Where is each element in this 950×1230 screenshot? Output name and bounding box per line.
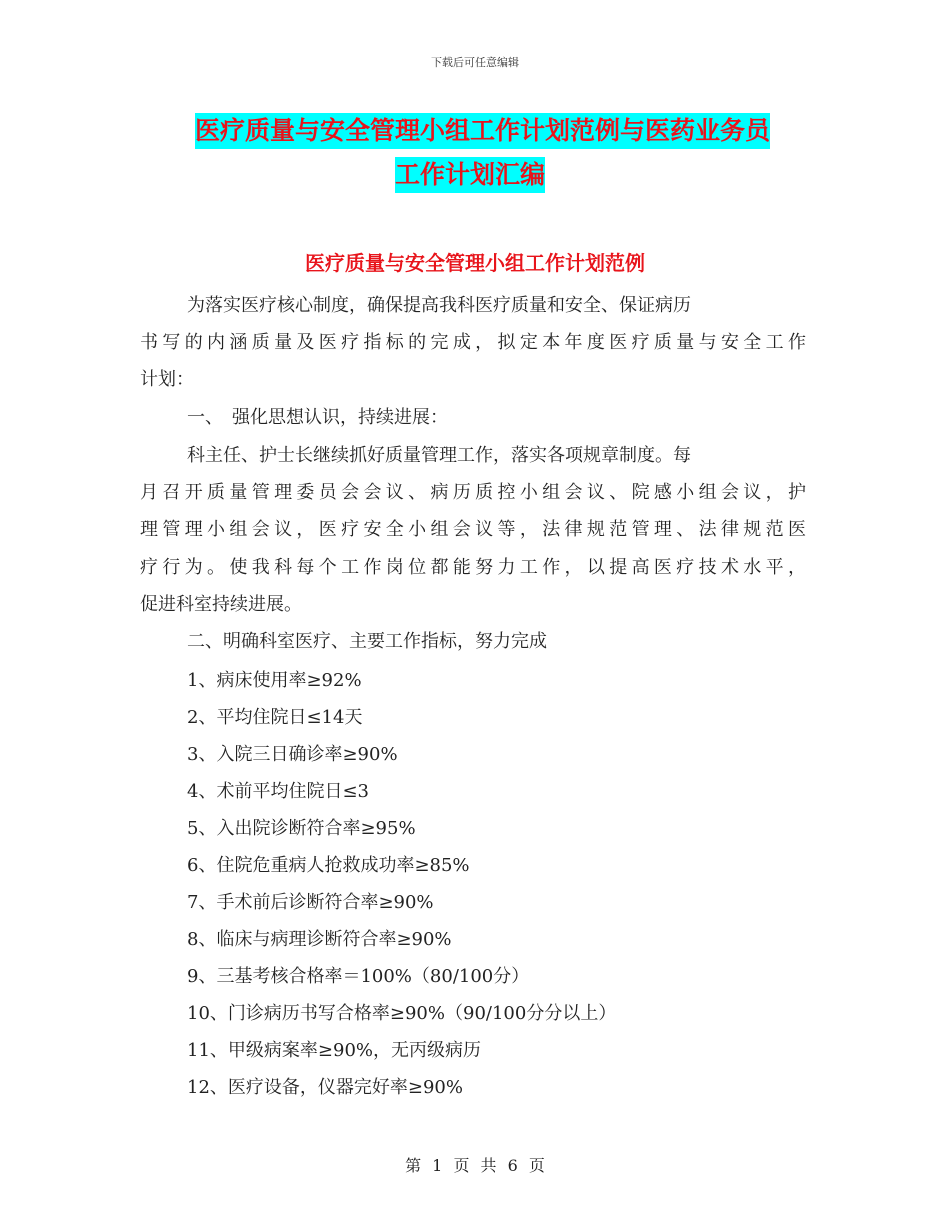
- paragraph-2-line-4: 疗行为。使我科每个工作岗位都能努力工作，以提高医疗技术水平，: [140, 557, 806, 578]
- paragraph-2-line-5: 促进科室持续进展。: [140, 594, 302, 615]
- list-item: 10、门诊病历书写合格率≥90%（90/100分分以上）: [187, 1003, 617, 1024]
- paragraph-2-line-1: 科主任、护士长继续抓好质量管理工作，落实各项规章制度。每: [187, 445, 691, 466]
- list-item: 4、术前平均住院日≤3: [187, 781, 369, 802]
- document-title-line-2: 工作计划汇编: [395, 157, 545, 193]
- list-item: 9、三基考核合格率＝100%（80/100分）: [187, 966, 530, 987]
- heading-1: 一、 强化思想认识，持续进展：: [187, 407, 448, 428]
- list-item: 2、平均住院日≤14天: [187, 707, 363, 728]
- paragraph-1-line-2: 书写的内涵质量及医疗指标的完成，拟定本年度医疗质量与安全工作: [140, 332, 806, 353]
- section-title: 医疗质量与安全管理小组工作计划范例: [305, 251, 645, 275]
- list-item: 12、医疗设备，仪器完好率≥90%: [187, 1077, 463, 1098]
- list-item: 5、入出院诊断符合率≥95%: [187, 818, 416, 839]
- paragraph-1-line-1: 为落实医疗核心制度，确保提高我科医疗质量和安全、保证病历: [187, 295, 691, 316]
- page-number-footer: 第 1 页 共 6 页: [405, 1156, 545, 1175]
- paragraph-1-line-3: 计划：: [140, 369, 194, 390]
- list-item: 1、病床使用率≥92%: [187, 670, 362, 691]
- list-item: 3、入院三日确诊率≥90%: [187, 744, 398, 765]
- paragraph-2-line-3: 理管理小组会议，医疗安全小组会议等，法律规范管理、法律规范医: [140, 519, 806, 540]
- document-title-line-1: 医疗质量与安全管理小组工作计划范例与医药业务员: [195, 113, 770, 149]
- list-item: 8、临床与病理诊断符合率≥90%: [187, 929, 452, 950]
- list-item: 7、手术前后诊断符合率≥90%: [187, 892, 434, 913]
- list-item: 6、住院危重病人抢救成功率≥85%: [187, 855, 470, 876]
- paragraph-2-line-2: 月召开质量管理委员会会议、病历质控小组会议、院感小组会议，护: [140, 482, 806, 503]
- list-item: 11、甲级病案率≥90%，无丙级病历: [187, 1040, 481, 1061]
- heading-2: 二、明确科室医疗、主要工作指标，努力完成: [187, 631, 547, 652]
- page-header-note: 下载后可任意编辑: [431, 56, 519, 69]
